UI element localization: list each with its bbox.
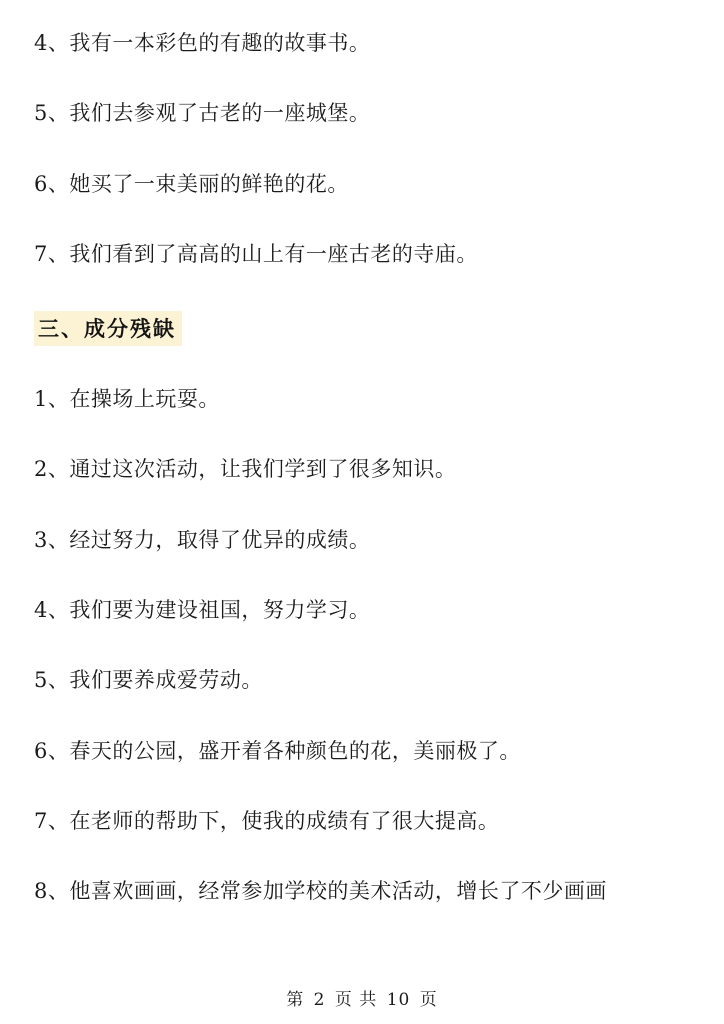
footer-suffix: 页 [419, 990, 438, 1010]
exercise-line: 1、在操场上玩耍。 [34, 387, 220, 412]
exercise-line: 8、他喜欢画画，经常参加学校的美术活动，增长了不少画画 [34, 879, 607, 904]
exercise-line: 6、春天的公园，盛开着各种颜色的花，美丽极了。 [34, 738, 521, 763]
document-body [34, 30, 690, 906]
section-heading-three: 三、成分残缺 [34, 311, 182, 346]
exercise-line: 5、我们去参观了古老的一座城堡。 [34, 101, 371, 126]
exercise-line: 2、通过这次活动，让我们学到了很多知识。 [34, 457, 457, 482]
exercise-line: 5、我们要养成爱劳动。 [34, 668, 263, 693]
page-footer [0, 985, 724, 1010]
exercise-line: 4、我有一本彩色的有趣的故事书。 [34, 31, 371, 55]
section-heading-wrapper [34, 311, 690, 386]
footer-prefix: 第 [286, 990, 305, 1010]
footer-current-page: 2 [313, 990, 326, 1010]
footer-middle: 页 共 [334, 990, 378, 1010]
exercise-line: 4、我们要为建设祖国，努力学习。 [34, 598, 371, 623]
exercise-line: 7、在老师的帮助下，使我的成绩有了很大提高。 [34, 808, 500, 833]
exercise-line: 7、我们看到了高高的山上有一座古老的寺庙。 [34, 241, 478, 266]
exercise-line: 3、经过努力，取得了优异的成绩。 [34, 527, 371, 552]
exercise-line: 6、她买了一束美丽的鲜艳的花。 [34, 171, 349, 196]
footer-total-pages: 10 [386, 990, 411, 1010]
